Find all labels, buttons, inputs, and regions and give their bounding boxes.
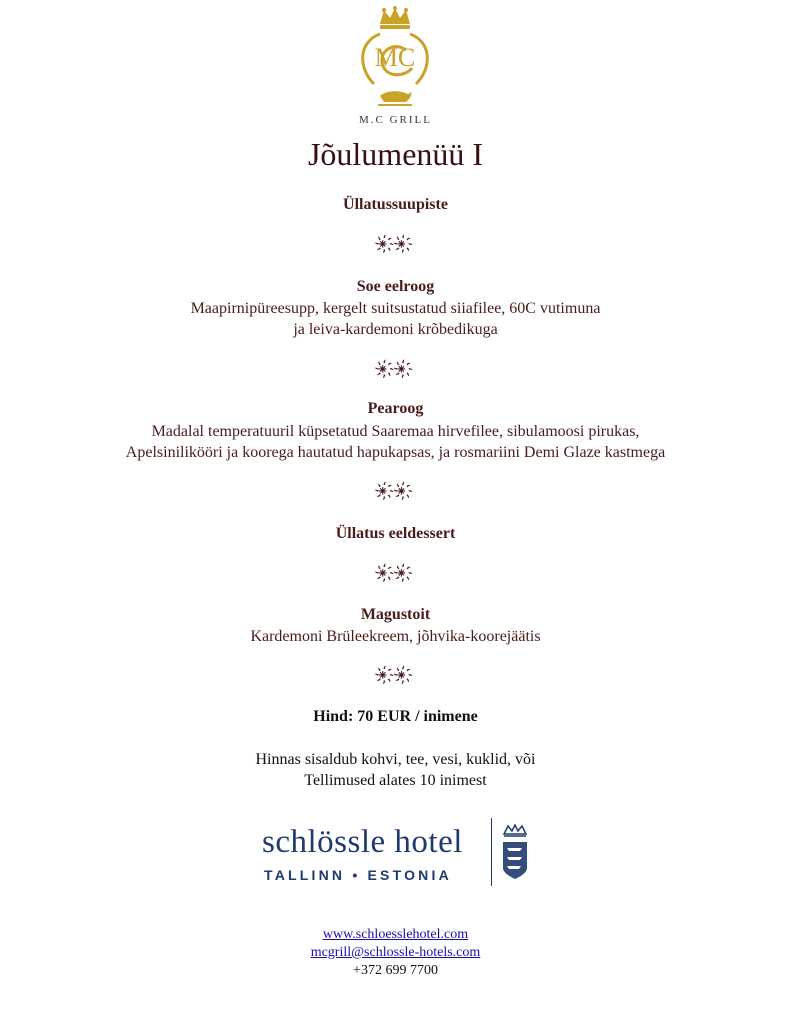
course-heading-starter: Soe eelroog [356, 278, 435, 295]
course-description-dessert [0, 626, 791, 647]
phone-number: +372 699 7700 [353, 963, 438, 978]
description-line: Maapirnipüreesupp, kergelt suitsustatud siiafilee, 60C vutimuna [190, 300, 601, 317]
description-line: Madalal temperatuuril küpsetatud Saaremaa hirvefilee, sibulamoosi pirukas, [151, 423, 640, 440]
price-notes [0, 749, 791, 791]
menu-title: Jõulumenüü I [307, 136, 484, 172]
description-line: ja leiva-kardemoni krõbedikuga [293, 321, 498, 338]
website-link[interactable]: www.schloesslehotel.com [322, 927, 469, 942]
email-link[interactable]: mcgrill@schlossle-hotels.com [310, 945, 481, 960]
logo-divider-line [491, 818, 492, 886]
ornament-divider: ⁕҉⁕҉ [376, 668, 415, 684]
mc-grill-label: M.C GRILL [359, 114, 432, 126]
ornament-divider: ⁕҉⁕҉ [376, 237, 415, 253]
note-line: Hinnas sisaldub kohvi, tee, vesi, kuklid, või [255, 751, 536, 768]
ornament-divider: ⁕҉⁕҉ [376, 484, 415, 500]
crest-icon [500, 824, 530, 880]
hotel-location: TALLINN • ESTONIA [264, 867, 452, 883]
hotel-name: schlössle hotel [262, 824, 463, 860]
course-heading-main: Pearoog [367, 400, 424, 417]
crown-icon [380, 6, 410, 29]
hotel-logo [262, 818, 532, 888]
note-line: Tellimused alates 10 inimest [304, 772, 487, 789]
description-line: Apelsinilikööri ja koorega hautatud hapukapsas, ja rosmariini Demi Glaze kastmega [125, 444, 666, 461]
lion-icon [378, 91, 412, 106]
contact-info [0, 926, 791, 980]
course-heading-surprise: Üllatussuupiste [343, 196, 448, 213]
ornament-divider: ⁕҉⁕҉ [376, 566, 415, 582]
mc-monogram: MC [374, 43, 416, 72]
price: Hind: 70 EUR / inimene [313, 708, 478, 725]
ornament-divider: ⁕҉⁕҉ [376, 362, 415, 378]
course-description-main [40, 421, 751, 463]
course-heading-dessert: Magustoit [360, 606, 431, 623]
course-description-starter [0, 298, 791, 340]
mc-grill-logo [350, 6, 440, 110]
course-heading-predessert: Üllatus eeldessert [335, 525, 456, 542]
description-line: Kardemoni Brüleekreem, jõhvika-koorejäätis [250, 628, 541, 645]
